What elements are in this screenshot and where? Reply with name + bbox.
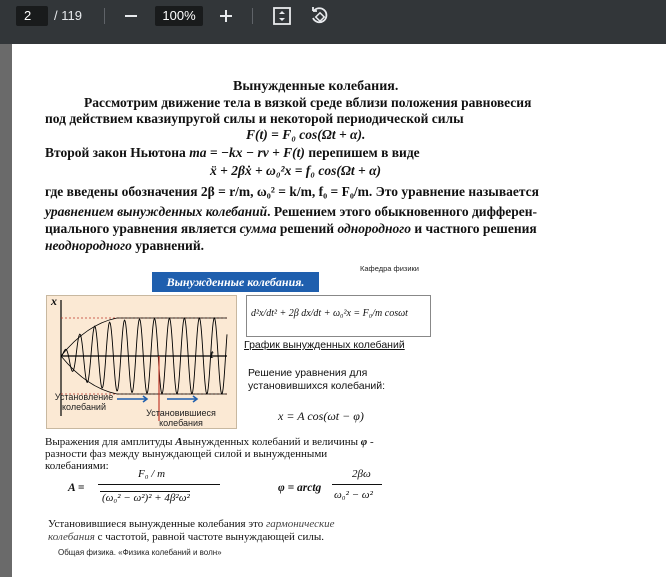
doc-equation: F(t) = F₀ cos(Ωt + α). <box>246 127 366 142</box>
doc-equation: ma = −kx − rv + F(t) <box>189 145 305 160</box>
doc-line: где введены обозначения 2β = r/m, ω₀² = k/m, f₀ = F₀/m. Это уравнение называется <box>45 184 539 199</box>
doc-text: и частного решения <box>410 221 537 236</box>
axis-t-label: t <box>210 347 214 361</box>
doc-text: с частотой, равной частоте вынуждающей силы. <box>94 531 324 543</box>
eq-phi-lhs: φ = arctg <box>278 482 322 494</box>
doc-text: Выражения для амплитуды <box>45 436 176 448</box>
conclusion-text <box>48 518 335 530</box>
toolbar-divider <box>252 8 253 24</box>
doc-text: уравнением вынужденных колебаний <box>45 204 268 219</box>
slide-dept: Кафедра физики <box>360 264 419 273</box>
rotate-icon[interactable] <box>307 4 331 28</box>
label-steady: Установившиеся колебания <box>146 408 216 428</box>
eq-A-lhs: A = <box>68 482 85 494</box>
arrow-icon <box>167 396 197 402</box>
eq-A-denominator: (ω₀² − ω²)² + 4β²ω² <box>102 492 190 504</box>
solution-text: установившихся колебаний: <box>248 380 386 392</box>
doc-text: . Решением этого обыкновенного дифферен- <box>267 204 538 219</box>
doc-line <box>45 221 537 237</box>
pdf-page <box>12 44 666 577</box>
fraction-bar <box>332 484 382 485</box>
doc-text: φ <box>360 436 368 448</box>
diff-equation: d²x/dt² + 2β dx/dt + ω₀²x = F₀/m cosωt <box>251 308 408 319</box>
fit-page-icon[interactable] <box>270 4 294 28</box>
conclusion-text <box>48 531 324 543</box>
doc-text: перепишем в виде <box>304 145 420 160</box>
doc-text: неоднородного <box>45 238 132 253</box>
arrow-icon <box>117 396 147 402</box>
amplitude-text: колебаниями: <box>45 460 109 472</box>
doc-text: сумма <box>239 221 277 236</box>
doc-text: однородного <box>337 221 411 236</box>
doc-text: циального уравнения является <box>45 221 240 236</box>
toolbar-divider <box>104 8 105 24</box>
slide-footer: Общая физика. «Физика колебаний и волн» <box>58 548 222 557</box>
page-total: / 119 <box>54 8 82 23</box>
doc-text: гармонические <box>265 518 335 530</box>
doc-line: под действием квазиупругой силы и некоторой периодической силы <box>45 111 464 126</box>
doc-line <box>45 204 537 220</box>
amplitude-text: разности фаз между вынуждающей силой и вынужденными <box>45 448 328 460</box>
zoom-input[interactable]: 100% <box>155 6 203 26</box>
fraction-bar <box>98 484 220 485</box>
minus-icon[interactable] <box>119 4 143 28</box>
solution-equation: x = A cos(ωt − φ) <box>278 409 364 423</box>
doc-text: вынужденных колебаний и величины <box>182 436 361 448</box>
label-establishment: Установление колебаний <box>54 392 114 412</box>
doc-text: - <box>367 436 374 448</box>
doc-text: Второй закон Ньютона <box>45 145 190 160</box>
pdf-toolbar <box>0 0 666 44</box>
doc-text: уравнений. <box>131 238 204 253</box>
doc-text: колебания <box>48 531 95 543</box>
doc-text: решений <box>276 221 338 236</box>
eq-phi-numerator: 2βω <box>352 468 371 480</box>
axis-x-label: x <box>51 294 57 308</box>
eq-A-numerator: F₀ / m <box>138 468 166 480</box>
solution-text: Решение уравнения для <box>248 367 368 379</box>
plus-icon[interactable] <box>214 4 238 28</box>
doc-line <box>45 145 420 161</box>
doc-equation: ẍ + 2βẋ + ω₀²x = f₀ cos(Ωt + α) <box>210 163 382 178</box>
doc-line: Рассмотрим движение тела в вязкой среде вблизи положения равновесия <box>84 95 532 110</box>
doc-text: A <box>175 436 183 448</box>
amplitude-text <box>45 436 374 448</box>
doc-title: Вынужденные колебания. <box>233 79 399 94</box>
page-number-input[interactable]: 2 <box>16 6 48 26</box>
equation-box <box>246 295 431 337</box>
doc-text: Установившиеся вынужденные колебания это <box>48 518 266 530</box>
eq-phi-denominator: ω₀² − ω² <box>334 489 373 501</box>
slide-banner: Вынужденные колебания. <box>152 272 319 292</box>
doc-line <box>45 238 204 254</box>
graph-caption: График вынужденных колебаний <box>244 339 405 351</box>
